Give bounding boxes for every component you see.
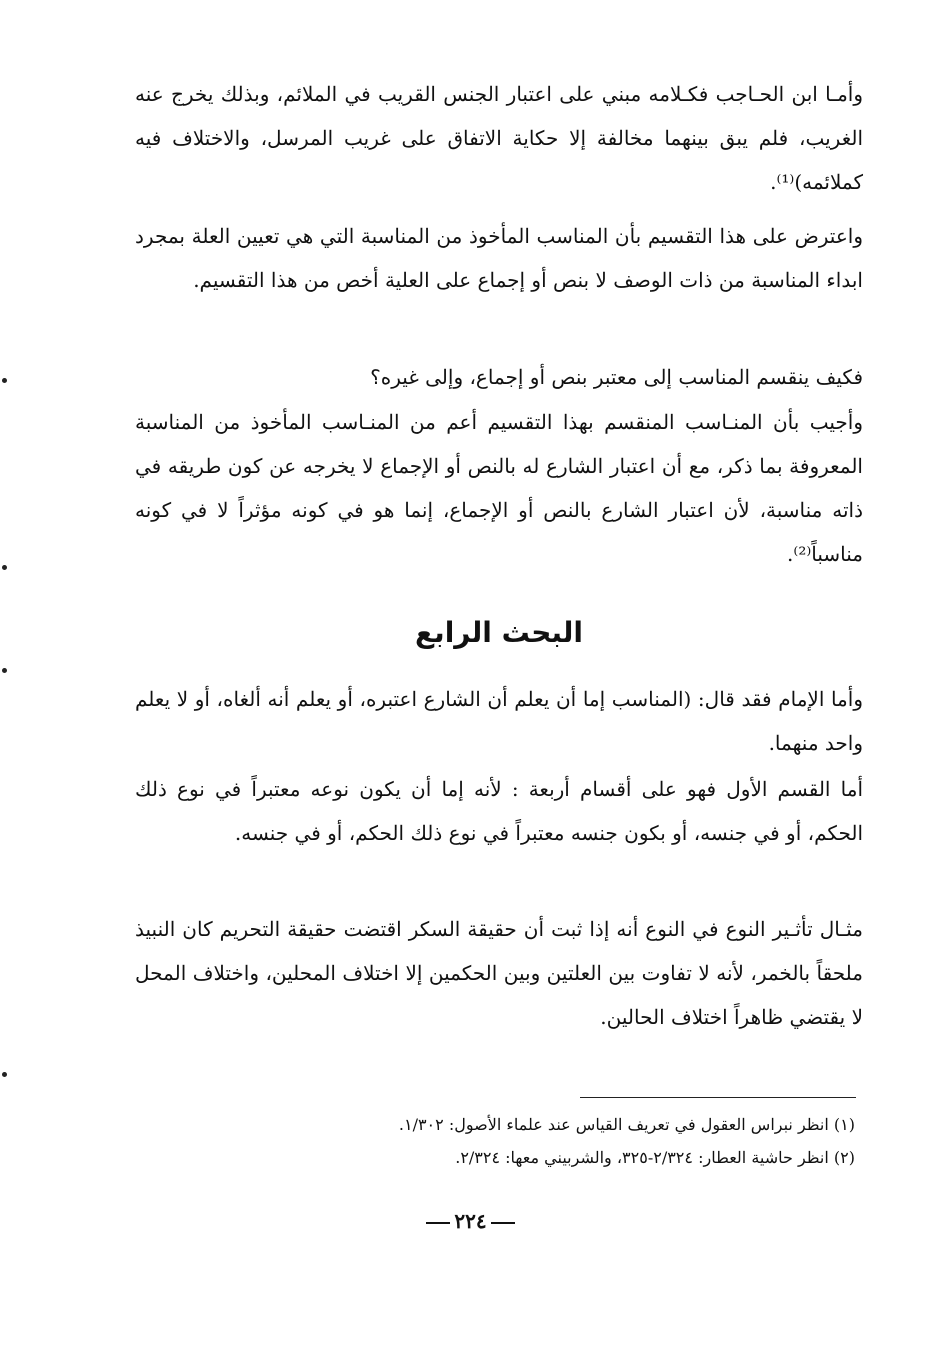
scan-artifact-dot — [2, 1072, 7, 1077]
paragraph-2: واعترض على هذا التقسيم بأن المناسب المأخوذ من المناسبة التي هي تعيين العلة بمجرد ابداء المناسبة من ذات الوصف لا بنص أو إجماع على العلية أخص من هذا التقسيم. — [135, 224, 863, 292]
paragraph-7: مثـال تأثـير النوع في النوع أنه إذا ثبت أن حقيقة السكر اقتضت حقيقة التحريم كان النبيذ ملحقاً بالخمر، لأنه لا تفاوت بين العلتين وبين الحكمين إلا اختلاف المحلين، واختلاف المحل لا يقتضي ظاهراً اختلاف الحالين. — [135, 917, 863, 1029]
footnote-2: (٢) انظر حاشية العطار: ٢/٣٢٤-٣٢٥، والشربيني معها: ٢/٣٢٤. — [455, 1148, 855, 1167]
footnote-divider — [580, 1097, 856, 1098]
page-number — [0, 1206, 941, 1236]
scan-artifact-dot — [2, 565, 7, 570]
section-heading: البحث الرابع — [415, 616, 583, 649]
paragraph-5: وأما الإمام فقد قال: (المناسب إما أن يعلم أن الشارع اعتبره، أو يعلم أنه ألغاه، أو لا يعلم واحد منهما. — [135, 687, 863, 755]
page-number-dash-left — [426, 1222, 450, 1224]
footnotes — [135, 1108, 855, 1174]
page-number-dash-right — [491, 1222, 515, 1224]
paragraph-1: وأمـا ابن الحـاجب فكـلامه مبني على اعتبار الجنس القريب في الملائم، وبذلك يخرج عنه الغريب، فلم يبق بينهما مخالفة إلا حكاية الاتفاق على غريب المرسل، والاختلاف فيه كملائمه)⁽¹⁾. — [135, 82, 863, 194]
paragraph-4: وأجيب بأن المنـاسب المنقسم بهذا التقسيم أعم من المنـاسب المأخوذ من المناسبة المعروفة بما ذكر، مع أن اعتبار الشارع له بالنص أو الإجماع لا يخرجه عن كون طريقه في ذاته مناسبة، لأن اعتبار الشارع بالنص أو الإجماع، إنما هو في كونه مؤثراً لا في كونه مناسباً⁽²⁾. — [135, 410, 863, 566]
scan-artifact-dot — [2, 668, 7, 673]
page-number-value: ٢٢٤ — [454, 1209, 487, 1233]
paragraph-3: فكيف ينقسم المناسب إلى معتبر بنص أو إجماع، وإلى غيره؟ — [370, 365, 863, 389]
scan-artifact-dot — [2, 378, 7, 383]
paragraph-6: أما القسم الأول فهو على أقسام أربعة : لأنه إما أن يكون نوعه معتبراً في نوع ذلك الحكم، أو في جنسه، أو بكون جنسه معتبراً في نوع ذلك الحكم، أو في جنسه. — [135, 777, 863, 845]
footnote-1: (١) انظر نبراس العقول في تعريف القياس عند علماء الأصول: ١/٣٠٢. — [398, 1115, 855, 1134]
